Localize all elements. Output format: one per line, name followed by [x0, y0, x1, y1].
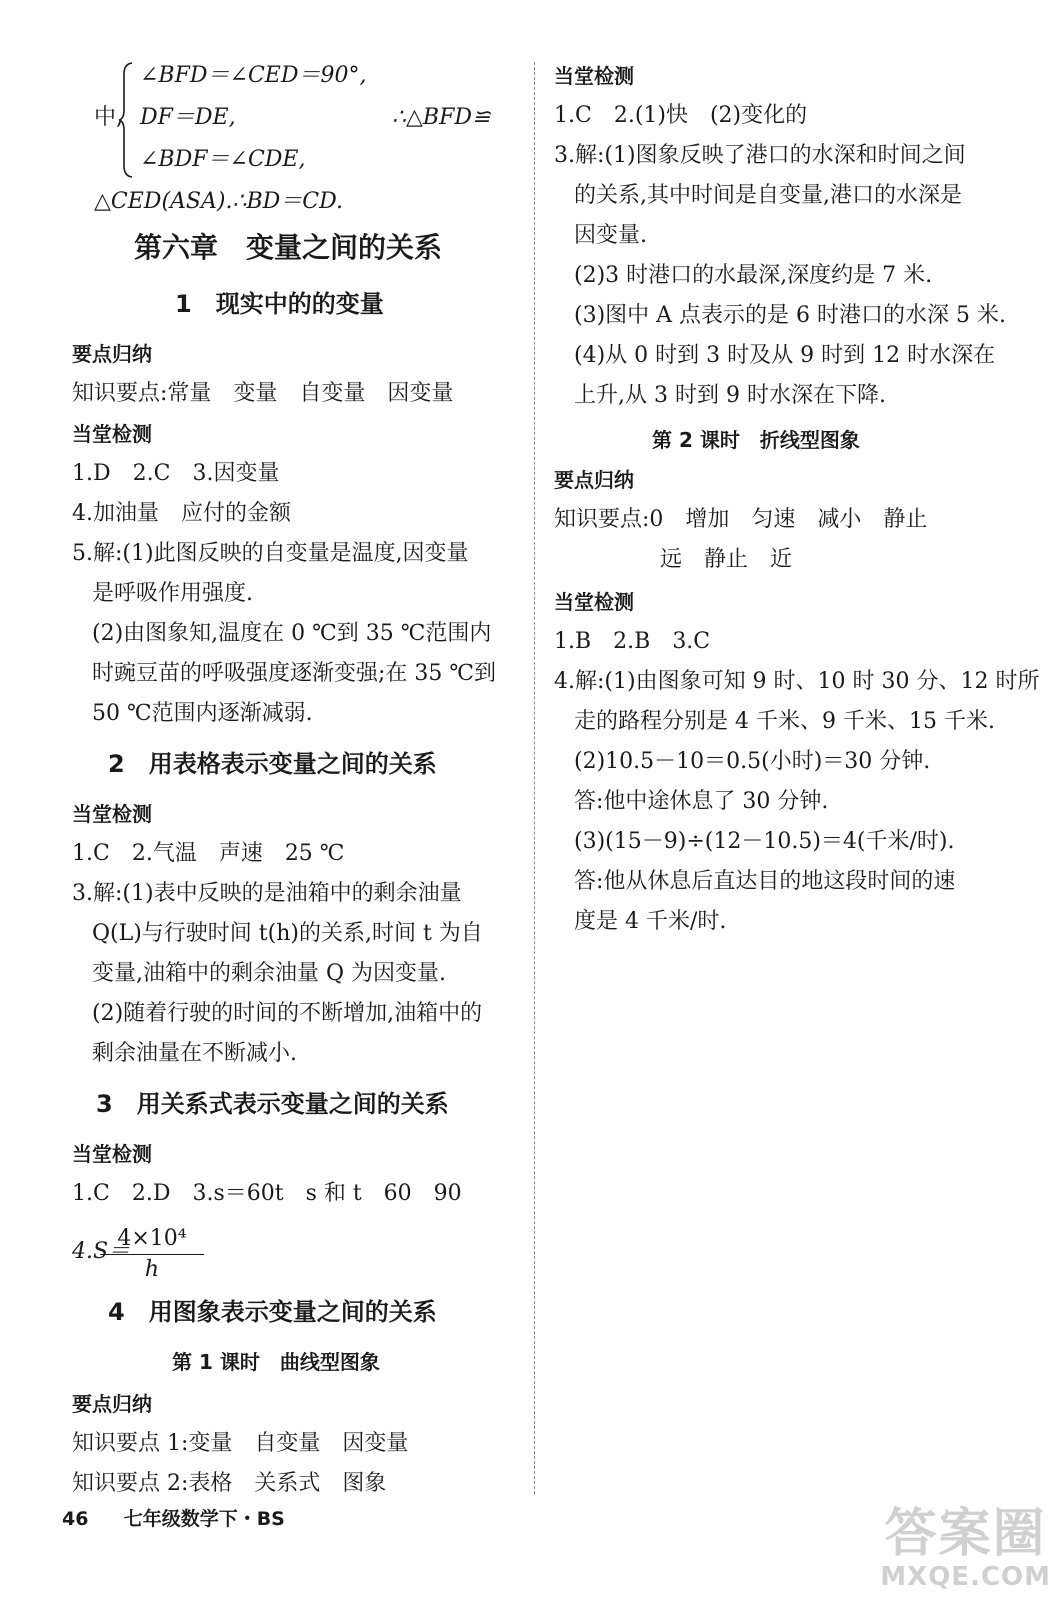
right-answer-2: 3.解:(1)图象反映了港口的水深和时间之间 [554, 143, 966, 168]
right-key-points-2: 远 静止 近 [660, 547, 793, 572]
right-key-points-label: 要点归纳 [554, 468, 634, 492]
right-answer-m1: 1.B 2.B 3.C [554, 629, 711, 654]
right-answer-1: 1.C 2.(1)快 (2)变化的 [554, 103, 808, 128]
right-answer-7: (4)从 0 时到 3 时及从 9 时到 12 时水深在 [574, 343, 996, 368]
right-answer-m4: (2)10.5－10＝0.5(小时)＝30 分钟. [574, 749, 931, 774]
page-footer [62, 1504, 285, 1531]
right-check-label-2: 当堂检测 [554, 590, 634, 614]
sec4-key-point-1: 知识要点 1:变量 自变量 因变量 [72, 1431, 409, 1456]
sec4-key-point-2: 知识要点 2:表格 关系式 图象 [72, 1471, 387, 1496]
right-key-points-1: 知识要点:0 增加 匀速 减小 静止 [554, 507, 928, 532]
sec1-answer-5: (2)由图象知,温度在 0 ℃到 35 ℃范围内 [92, 621, 492, 646]
right-check-label-1: 当堂检测 [554, 64, 634, 88]
lesson-2-title: 第 2 课时 折线型图象 [652, 428, 860, 452]
watermark-title: 答案圈 [884, 1504, 1047, 1564]
section-1-title: 1 现实中的的变量 [175, 290, 384, 318]
sec3-answer-1: 1.C 2.D 3.s＝60t s 和 t 60 90 [72, 1181, 462, 1206]
watermark [880, 1506, 1051, 1592]
section-3-title: 3 用关系式表示变量之间的关系 [96, 1090, 449, 1118]
sec1-key-points: 知识要点:常量 变量 自变量 因变量 [72, 381, 454, 406]
fraction-denominator: h [144, 1257, 160, 1282]
sec1-answer-3: 5.解:(1)此图反映的自变量是温度,因变量 [72, 541, 469, 566]
section-2-title: 2 用表格表示变量之间的关系 [108, 750, 437, 778]
page-number: 46 [62, 1508, 89, 1530]
watermark-url: MXQE.COM [880, 1562, 1051, 1592]
fraction-numerator: 4×10⁴ [100, 1224, 204, 1255]
proof-therefore: ∴△BFD≌ [392, 105, 491, 130]
right-answer-m7: 答:他从休息后直达目的地这段时间的速 [574, 869, 956, 894]
sec2-answer-1: 1.C 2.气温 声速 25 ℃ [72, 841, 345, 866]
right-answer-4: 因变量. [574, 223, 647, 248]
fraction [100, 1224, 204, 1285]
right-answer-m8: 度是 4 千米/时. [574, 909, 727, 934]
proof-line-1: ∠BFD＝∠CED＝90°, [140, 63, 367, 88]
sec1-answer-7: 50 ℃范围内逐渐减弱. [92, 701, 313, 726]
right-answer-3: 的关系,其中时间是自变量,港口的水深是 [574, 183, 962, 208]
chapter-title: 第六章 变量之间的关系 [134, 231, 443, 264]
sec1-answer-4: 是呼吸作用强度. [92, 581, 253, 606]
book-title: 七年级数学下・BS [123, 1508, 285, 1530]
sec3-check-label: 当堂检测 [72, 1142, 152, 1166]
right-answer-6: (3)图中 A 点表示的是 6 时港口的水深 5 米. [574, 303, 1006, 328]
right-answer-m3: 走的路程分别是 4 千米、9 千米、15 千米. [574, 709, 995, 734]
sec1-key-points-label: 要点归纳 [72, 342, 152, 366]
sec2-answer-5: (2)随着行驶的时间的不断增加,油箱中的 [92, 1001, 483, 1026]
sec4-key-points-label: 要点归纳 [72, 1392, 152, 1416]
right-answer-5: (2)3 时港口的水最深,深度约是 7 米. [574, 263, 933, 288]
sec2-answer-4: 变量,油箱中的剩余油量 Q 为因变量. [92, 961, 447, 986]
sec2-check-label: 当堂检测 [72, 802, 152, 826]
right-answer-m2: 4.解:(1)由图象可知 9 时、10 时 30 分、12 时所 [554, 669, 1040, 694]
sec2-answer-3: Q(L)与行驶时间 t(h)的关系,时间 t 为自 [92, 921, 483, 946]
proof-line-3: ∠BDF＝∠CDE, [140, 147, 306, 172]
right-answer-8: 上升,从 3 时到 9 时水深在下降. [574, 383, 886, 408]
proof-line-2: DF＝DE, [140, 105, 236, 130]
proof-zhong: 中, [94, 105, 123, 130]
right-answer-m6: (3)(15－9)÷(12－10.5)＝4(千米/时). [574, 829, 955, 854]
sec2-answer-2: 3.解:(1)表中反映的是油箱中的剩余油量 [72, 881, 462, 906]
sec3-answer-4-prefix: 4.S＝ [72, 1239, 131, 1264]
sec2-answer-6: 剩余油量在不断减小. [92, 1041, 297, 1066]
right-answer-m5: 答:他中途休息了 30 分钟. [574, 789, 829, 814]
section-4-title: 4 用图象表示变量之间的关系 [108, 1298, 437, 1326]
sec1-check-label: 当堂检测 [72, 422, 152, 446]
proof-conclusion: △CED(ASA).∴BD＝CD. [94, 189, 343, 214]
column-divider [534, 62, 535, 1494]
lesson-1-title: 第 1 课时 曲线型图象 [172, 1350, 380, 1374]
sec1-answer-6: 时豌豆苗的呼吸强度逐渐变强;在 35 ℃到 [92, 661, 497, 686]
sec1-answer-2: 4.加油量 应付的金额 [72, 501, 291, 526]
sec1-answer-1: 1.D 2.C 3.因变量 [72, 461, 280, 486]
